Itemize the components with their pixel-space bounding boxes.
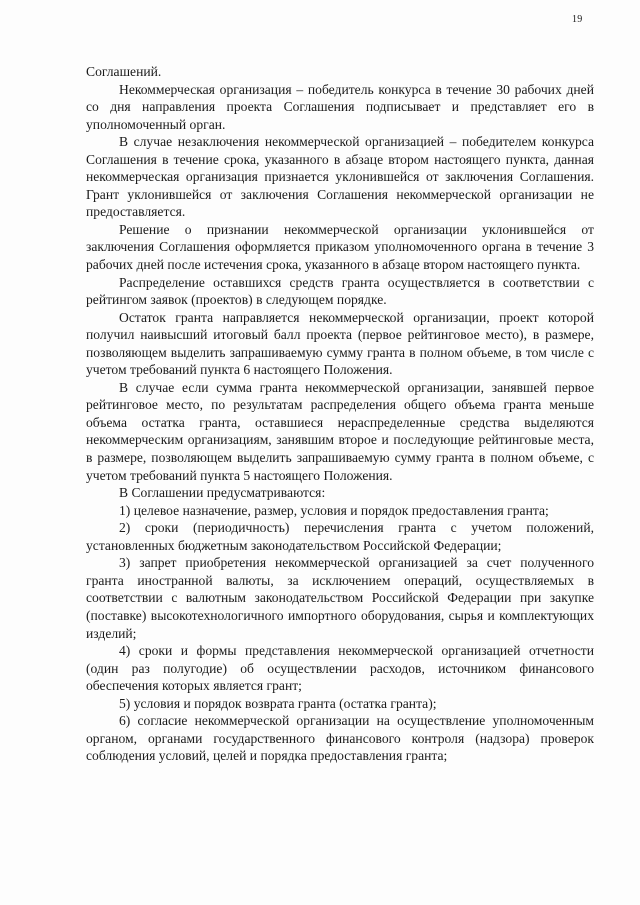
list-item-2: 2) сроки (периодичность) перечисления гранта с учетом положений, установленных бюджетным законодательством Российской Федерации; [86,520,594,553]
paragraph-remaining-funds: Распределение оставшихся средств гранта осуществляется в соответствии с рейтингом заявок (проектов) в следующем порядке. [86,274,594,308]
list-item-3: 3) запрет приобретения некоммерческой организацией за счет полученного гранта иностранной валюты, за исключением операций, осуществляемых в соответствии с валютным законодательством Российской Федерации при закупке (поставке) высокотехнологичного импортного оборудования, сырья и комплектующих изделий; [86,555,594,641]
paragraph-first-place-case: В случае если сумма гранта некоммерческой организации, занявшей первое рейтинговое место, по результатам распределения общего объема гранта меньше объема остатка гранта, оставшиеся нераспределенные средства выделяются некоммерческим организациям, занявшим второе и последующие рейтинговые места, в размере, позволяющем выделить запрашиваемую сумму гранта в полном объеме, с учетом требований пункта 5 настоящего Положения. [86,379,594,483]
document-body [86,63,594,765]
page-number: 19 [572,14,583,25]
paragraph-continuation: Соглашений. [86,64,162,79]
list-item-6: 6) согласие некоммерческой организации на осуществление уполномоченным органом, органами государственного финансового контроля (надзора) проверок соблюдения условий, целей и порядка предоставления гранта; [86,713,594,764]
paragraph-evasion-decision: Решение о признании некоммерческой организации уклонившейся от заключения Соглашения оформляется приказом уполномоченного органа в течение 3 рабочих дней после истечения срока, указанного в абзаце втором настоящего пункта. [86,221,594,273]
paragraph-agreement-provisions: В Соглашении предусматриваются: [119,485,326,501]
paragraph-grant-balance: Остаток гранта направляется некоммерческой организации, проект которой получил наивысший итоговый балл проекта (первое рейтинговое место), в размере, позволяющем выделить запрашиваемую сумму гранта в полном объеме, в том числе с учетом требований пункта 6 настоящего Положения. [86,309,594,378]
list-item-5: 5) условия и порядок возврата гранта (остатка гранта); [119,695,437,711]
list-item-1: 1) целевое назначение, размер, условия и порядок предоставления гранта; [119,502,549,518]
paragraph-non-conclusion: В случае незаключения некоммерческой организацией – победителем конкурса Соглашения в течение срока, указанного в абзаце втором настоящего пункта, данная некоммерческая организация признается уклонившейся от заключения Соглашения. Грант уклонившейся от заключения Соглашения некоммерческой организации не предоставляется. [86,134,594,220]
paragraph-signing-term: Некоммерческая организация – победитель конкурса в течение 30 рабочих дней со дня направления проекта Соглашения подписывает и представляет его в уполномоченный орган. [86,81,594,132]
list-item-4: 4) сроки и формы представления некоммерческой организацией отчетности (один раз полугодие) об осуществлении расходов, источником финансового обеспечения которых является грант; [86,643,594,694]
